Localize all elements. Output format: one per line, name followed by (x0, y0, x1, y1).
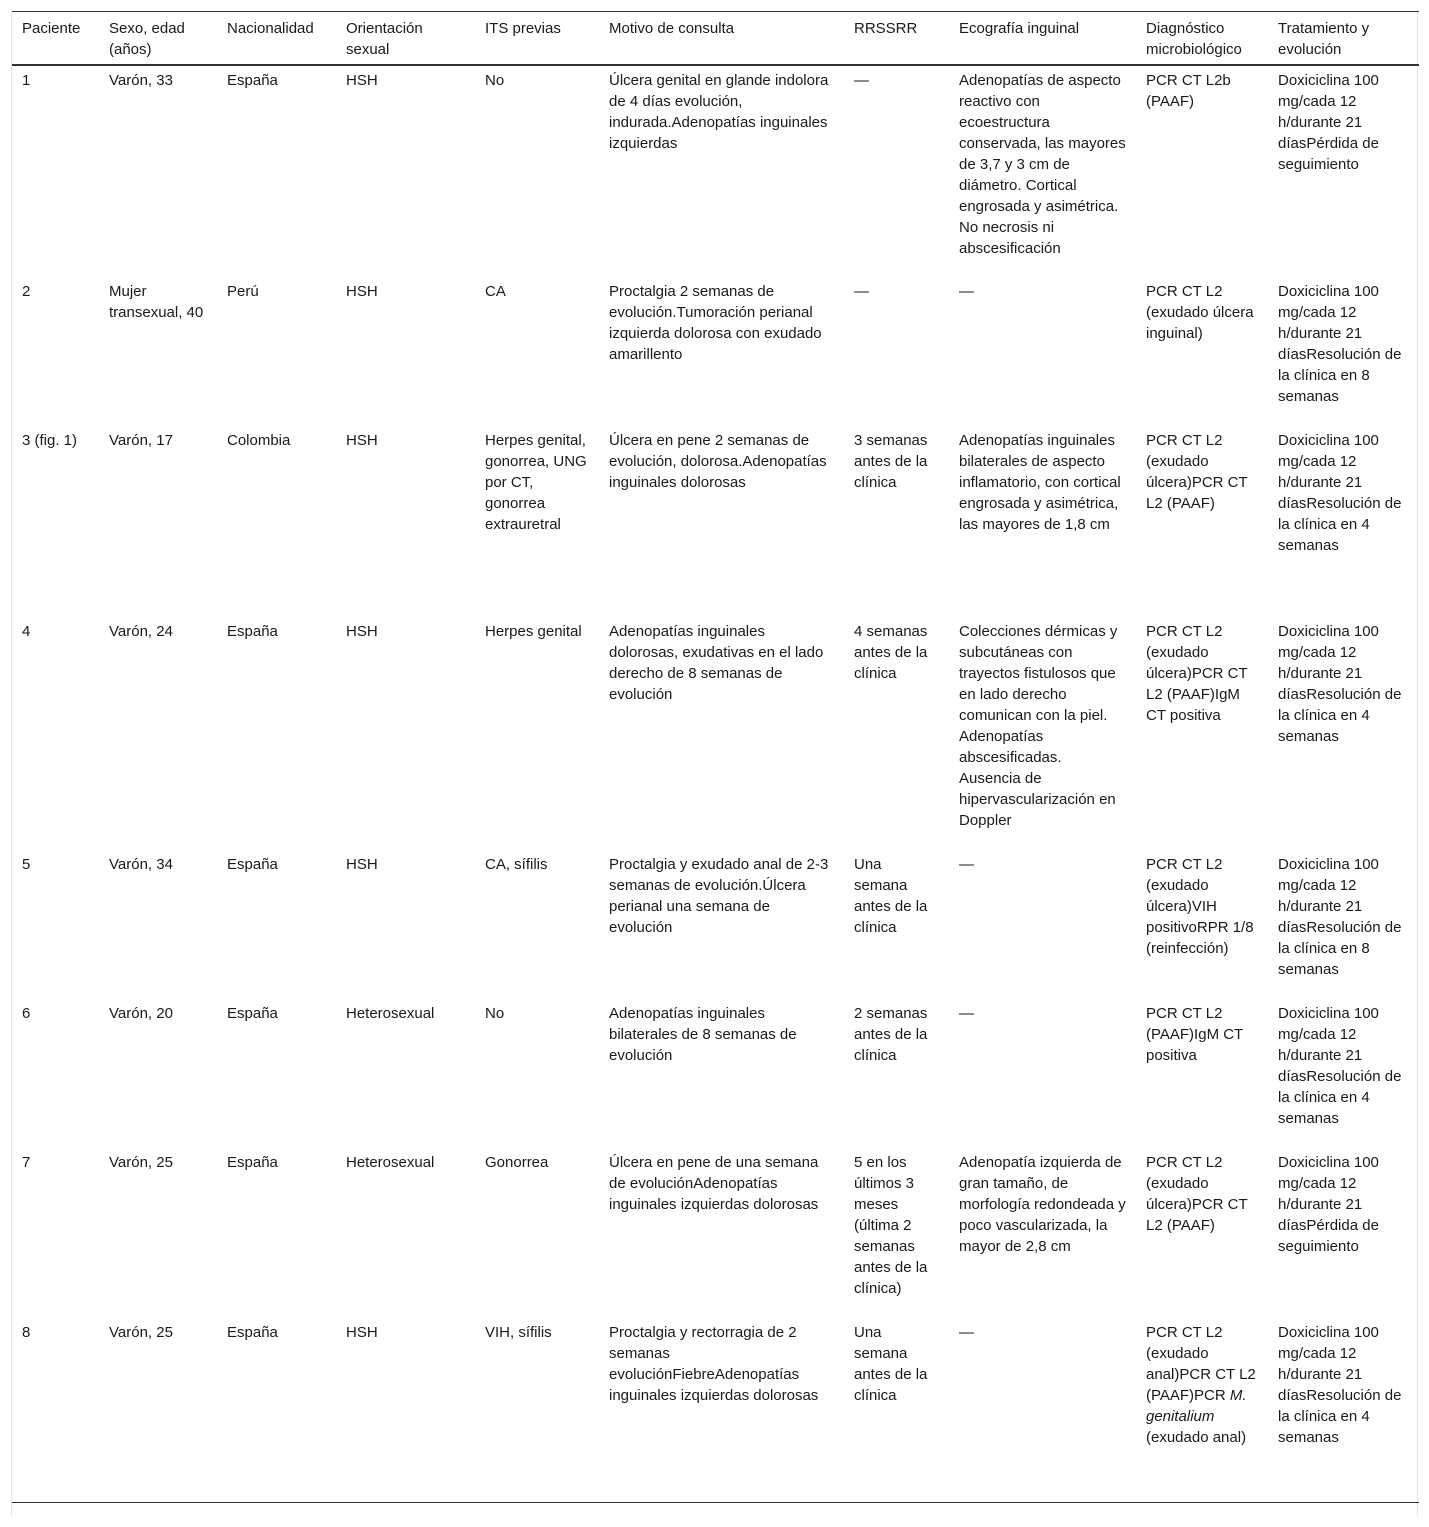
table-row (12, 850, 1419, 999)
cell-sexo-edad: Varón, 25 (109, 1324, 173, 1341)
col-header-motivo: Motivo de consulta (609, 20, 735, 37)
cell-rrssrr: — (854, 283, 869, 300)
patients-table (12, 11, 1419, 1503)
table-row (12, 999, 1419, 1148)
cell-its: CA (485, 283, 506, 300)
page (11, 11, 1418, 1516)
col-header-paciente: Paciente (22, 20, 81, 37)
cell-motivo: Adenopatías inguinales bilaterales de 8 semanas de evolución (609, 1005, 797, 1064)
col-header-nacionalidad: Nacionalidad (227, 20, 314, 37)
cell-motivo: Úlcera en pene de una semana de evoluciónAdenopatías inguinales izquierdas dolorosas (609, 1154, 819, 1213)
cell-paciente: 5 (22, 856, 31, 873)
cell-paciente: 8 (22, 1324, 31, 1341)
cell-its: No (485, 1005, 505, 1022)
cell-tratamiento: Doxiciclina 100 mg/cada 12 h/durante 21 díasResolución de la clínica en 4 semanas (1278, 1324, 1402, 1446)
col-header-its: ITS previas (485, 20, 561, 37)
cell-rrssrr: Una semana antes de la clínica (854, 1324, 928, 1404)
cell-diagnostico (1136, 1318, 1268, 1502)
cell-motivo: Proctalgia y rectorragia de 2 semanas evoluciónFiebreAdenopatías inguinales izquierdas dolorosas (609, 1324, 819, 1404)
cell-diagnostico: PCR CT L2 (exudado úlcera inguinal) (1146, 283, 1254, 342)
cell-paciente: 2 (22, 283, 31, 300)
cell-orientacion: HSH (346, 432, 378, 449)
cell-orientacion: Heterosexual (346, 1005, 435, 1022)
col-header-sexo-edad: Sexo, edad (años) (109, 20, 185, 58)
cell-diagnostico: PCR CT L2 (exudado úlcera)PCR CT L2 (PAAF)IgM CT positiva (1146, 623, 1248, 724)
cell-tratamiento: Doxiciclina 100 mg/cada 12 h/durante 21 díasResolución de la clínica en 4 semanas (1278, 1005, 1402, 1127)
table-row (12, 65, 1419, 277)
col-header-tratamiento: Tratamiento y evolución (1278, 20, 1370, 58)
cell-nacionalidad: España (227, 72, 278, 89)
cell-paciente: 6 (22, 1005, 31, 1022)
cell-tratamiento: Doxiciclina 100 mg/cada 12 h/durante 21 díasResolución de la clínica en 4 semanas (1278, 432, 1402, 554)
table-row (12, 277, 1419, 426)
cell-sexo-edad: Varón, 33 (109, 72, 173, 89)
cell-rrssrr: — (854, 72, 869, 89)
cell-paciente: 4 (22, 623, 31, 640)
cell-ecografia: — (959, 856, 974, 873)
cell-motivo: Adenopatías inguinales dolorosas, exudativas en el lado derecho de 8 semanas de evolución (609, 623, 824, 703)
col-header-orientacion: Orientación sexual (346, 20, 423, 58)
header-row (12, 12, 1419, 66)
table-row (12, 1318, 1419, 1502)
cell-paciente: 3 (fig. 1) (22, 432, 78, 449)
cell-paciente: 1 (22, 72, 31, 89)
cell-ecografia: Adenopatía izquierda de gran tamaño, de morfología redondeada y poco vascularizada, la mayor de 2,8 cm (959, 1154, 1126, 1255)
cell-sexo-edad: Varón, 17 (109, 432, 173, 449)
cell-sexo-edad: Varón, 20 (109, 1005, 173, 1022)
cell-sexo-edad: Varón, 24 (109, 623, 173, 640)
cell-motivo: Proctalgia y exudado anal de 2-3 semanas de evolución.Úlcera perianal una semana de evolución (609, 856, 829, 936)
cell-ecografia: — (959, 1005, 974, 1022)
cell-sexo-edad: Varón, 34 (109, 856, 173, 873)
cell-sexo-edad: Varón, 25 (109, 1154, 173, 1171)
cell-nacionalidad: España (227, 1005, 278, 1022)
diagnostico-text-italic: M. genitalium (1146, 1387, 1247, 1425)
cell-rrssrr: 2 semanas antes de la clínica (854, 1005, 928, 1064)
cell-paciente: 7 (22, 1154, 31, 1171)
cell-ecografia: — (959, 1324, 974, 1341)
cell-orientacion: HSH (346, 283, 378, 300)
cell-nacionalidad: España (227, 623, 278, 640)
table-row (12, 1148, 1419, 1318)
cell-nacionalidad: Perú (227, 283, 259, 300)
cell-rrssrr: 3 semanas antes de la clínica (854, 432, 928, 491)
col-header-diagnostico: Diagnóstico microbiológico (1146, 20, 1242, 58)
cell-tratamiento: Doxiciclina 100 mg/cada 12 h/durante 21 díasPérdida de seguimiento (1278, 72, 1379, 173)
cell-orientacion: HSH (346, 856, 378, 873)
cell-orientacion: HSH (346, 1324, 378, 1341)
cell-rrssrr: Una semana antes de la clínica (854, 856, 928, 936)
cell-nacionalidad: Colombia (227, 432, 291, 449)
cell-orientacion: Heterosexual (346, 1154, 435, 1171)
cell-its: VIH, sífilis (485, 1324, 552, 1341)
cell-motivo: Úlcera genital en glande indolora de 4 días evolución, indurada.Adenopatías inguinales izquierdas (609, 72, 829, 152)
cell-diagnostico: PCR CT L2 (PAAF)IgM CT positiva (1146, 1005, 1243, 1064)
cell-ecografia: Adenopatías inguinales bilaterales de aspecto inflamatorio, con cortical engrosada y asimétrica, las mayores de 1,8 cm (959, 432, 1121, 533)
cell-its: Herpes genital (485, 623, 582, 640)
cell-tratamiento: Doxiciclina 100 mg/cada 12 h/durante 21 díasPérdida de seguimiento (1278, 1154, 1379, 1255)
cell-tratamiento: Doxiciclina 100 mg/cada 12 h/durante 21 díasResolución de la clínica en 8 semanas (1278, 283, 1402, 405)
diagnostico-text-post: (exudado anal) (1146, 1429, 1247, 1446)
cell-diagnostico: PCR CT L2b (PAAF) (1146, 72, 1231, 110)
cell-ecografia: Adenopatías de aspecto reactivo con ecoestructura conservada, las mayores de 3,7 y 3 cm de diámetro. Cortical engrosada y asimétrica. No necrosis ni abscesificación (959, 72, 1126, 257)
cell-diagnostico: PCR CT L2 (exudado úlcera)PCR CT L2 (PAAF) (1146, 1154, 1248, 1234)
cell-sexo-edad: Mujer transexual, 40 (109, 283, 204, 321)
cell-orientacion: HSH (346, 72, 378, 89)
cell-tratamiento: Doxiciclina 100 mg/cada 12 h/durante 21 díasResolución de la clínica en 4 semanas (1278, 623, 1402, 745)
diagnostico-text-pre: PCR CT L2 (exudado anal)PCR CT L2 (PAAF)PCR (1146, 1324, 1256, 1404)
cell-diagnostico: PCR CT L2 (exudado úlcera)VIH positivoRPR 1/8 (reinfección) (1146, 856, 1254, 957)
cell-orientacion: HSH (346, 623, 378, 640)
cell-its: Herpes genital, gonorrea, UNG por CT, gonorrea extrauretral (485, 432, 587, 533)
cell-rrssrr: 5 en los últimos 3 meses (última 2 semanas antes de la clínica) (854, 1154, 928, 1297)
cell-nacionalidad: España (227, 856, 278, 873)
cell-its: No (485, 72, 505, 89)
cell-rrssrr: 4 semanas antes de la clínica (854, 623, 928, 682)
col-header-ecografia: Ecografía inguinal (959, 20, 1080, 37)
cell-ecografia: — (959, 283, 974, 300)
col-header-rrssrr: RRSSRR (854, 20, 918, 37)
cell-nacionalidad: España (227, 1324, 278, 1341)
cell-tratamiento: Doxiciclina 100 mg/cada 12 h/durante 21 díasResolución de la clínica en 8 semanas (1278, 856, 1402, 978)
cell-motivo: Úlcera en pene 2 semanas de evolución, dolorosa.Adenopatías inguinales dolorosas (609, 432, 827, 491)
cell-ecografia: Colecciones dérmicas y subcutáneas con trayectos fistulosos que en lado derecho comunican con la piel. Adenopatías abscesificadas. Ausencia de hipervascularización en Doppler (959, 623, 1118, 829)
table-row (12, 426, 1419, 617)
cell-its: Gonorrea (485, 1154, 549, 1171)
cell-its: CA, sífilis (485, 856, 548, 873)
cell-motivo: Proctalgia 2 semanas de evolución.Tumoración perianal izquierda dolorosa con exudado amarillento (609, 283, 822, 363)
table-row (12, 617, 1419, 850)
cell-nacionalidad: España (227, 1154, 278, 1171)
cell-diagnostico: PCR CT L2 (exudado úlcera)PCR CT L2 (PAAF) (1146, 432, 1248, 512)
